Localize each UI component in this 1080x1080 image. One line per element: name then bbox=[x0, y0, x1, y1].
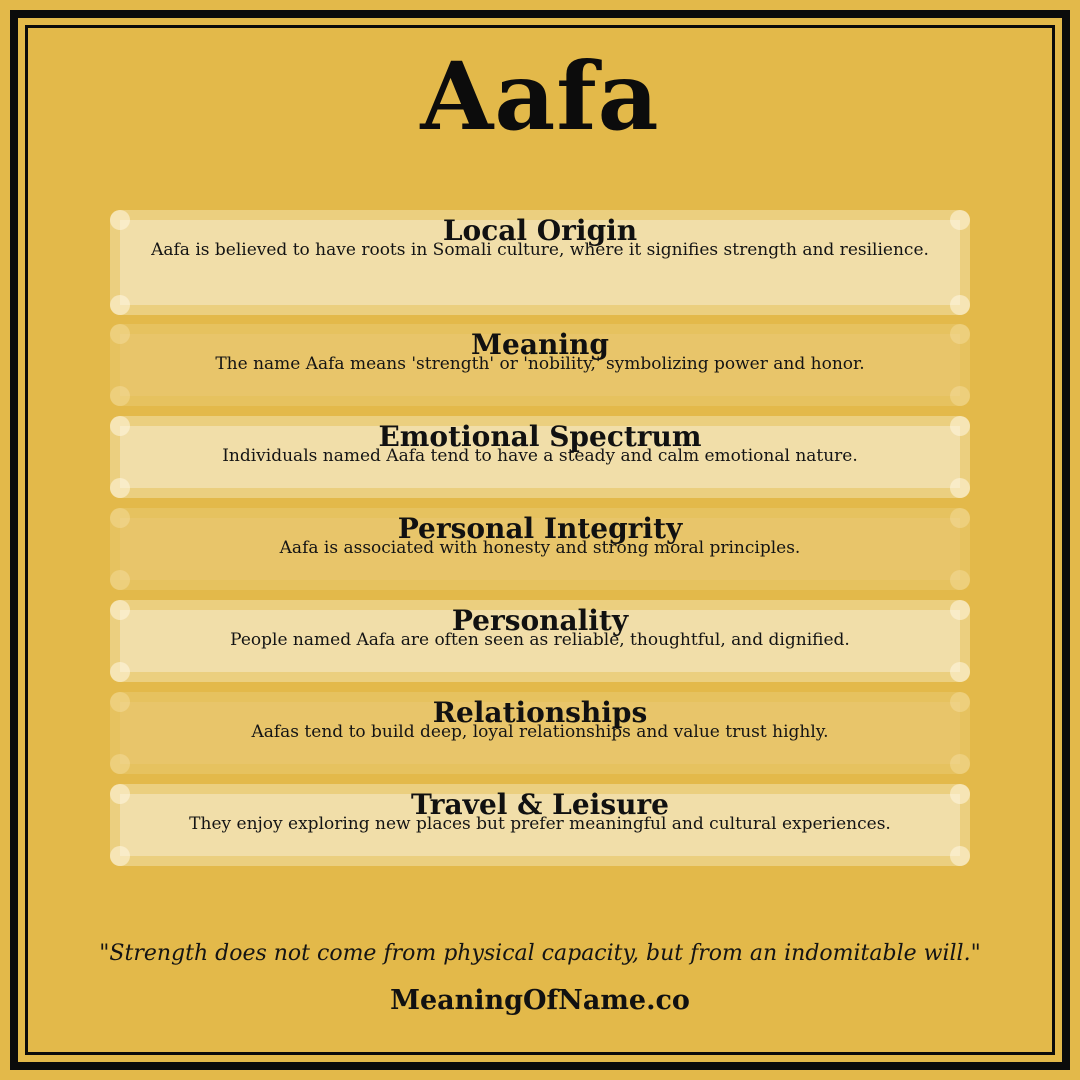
section-card-personality bbox=[110, 600, 970, 682]
corner-dot bbox=[950, 478, 970, 498]
corner-dot bbox=[950, 386, 970, 406]
section-card-meaning bbox=[110, 324, 970, 406]
corner-dot bbox=[110, 386, 130, 406]
section-card-travel-leisure bbox=[110, 784, 970, 866]
section-text: Aafa is associated with honesty and strong moral principles. bbox=[279, 538, 801, 558]
corner-dot bbox=[110, 295, 130, 315]
section-heading: Local Origin bbox=[442, 214, 638, 247]
corner-dot bbox=[950, 295, 970, 315]
quote-text: "Strength does not come from physical capacity, but from an indomitable will." bbox=[99, 941, 981, 966]
section-heading: Meaning bbox=[471, 328, 609, 361]
name-title: Aafa bbox=[420, 42, 660, 152]
section-card-emotional-spectrum bbox=[110, 416, 970, 498]
corner-dot bbox=[950, 662, 970, 682]
section-heading: Emotional Spectrum bbox=[378, 420, 702, 453]
section-card-local-origin bbox=[110, 210, 970, 315]
corner-dot bbox=[110, 662, 130, 682]
section-card-relationships bbox=[110, 692, 970, 774]
corner-dot bbox=[110, 754, 130, 774]
section-text: The name Aafa means 'strength' or 'nobility,' symbolizing power and honor. bbox=[215, 354, 865, 374]
section-heading: Relationships bbox=[432, 696, 648, 729]
corner-dot bbox=[950, 570, 970, 590]
section-text: People named Aafa are often seen as reliable, thoughtful, and dignified. bbox=[230, 630, 850, 650]
section-text: Aafas tend to build deep, loyal relationships and value trust highly. bbox=[251, 722, 829, 742]
section-heading: Travel & Leisure bbox=[410, 788, 669, 821]
corner-dot bbox=[110, 570, 130, 590]
corner-dot bbox=[950, 754, 970, 774]
section-text: Aafa is believed to have roots in Somali culture, where it signifies strength and resilience. bbox=[151, 240, 929, 260]
corner-dot bbox=[110, 478, 130, 498]
brand-footer: MeaningOfName.co bbox=[390, 985, 690, 1016]
section-card-personal-integrity bbox=[110, 508, 970, 590]
section-heading: Personality bbox=[451, 604, 629, 637]
section-text: They enjoy exploring new places but prefer meaningful and cultural experiences. bbox=[189, 814, 891, 834]
corner-dot bbox=[950, 846, 970, 866]
section-text: Individuals named Aafa tend to have a steady and calm emotional nature. bbox=[222, 446, 858, 466]
corner-dot bbox=[110, 846, 130, 866]
section-heading: Personal Integrity bbox=[397, 512, 683, 545]
